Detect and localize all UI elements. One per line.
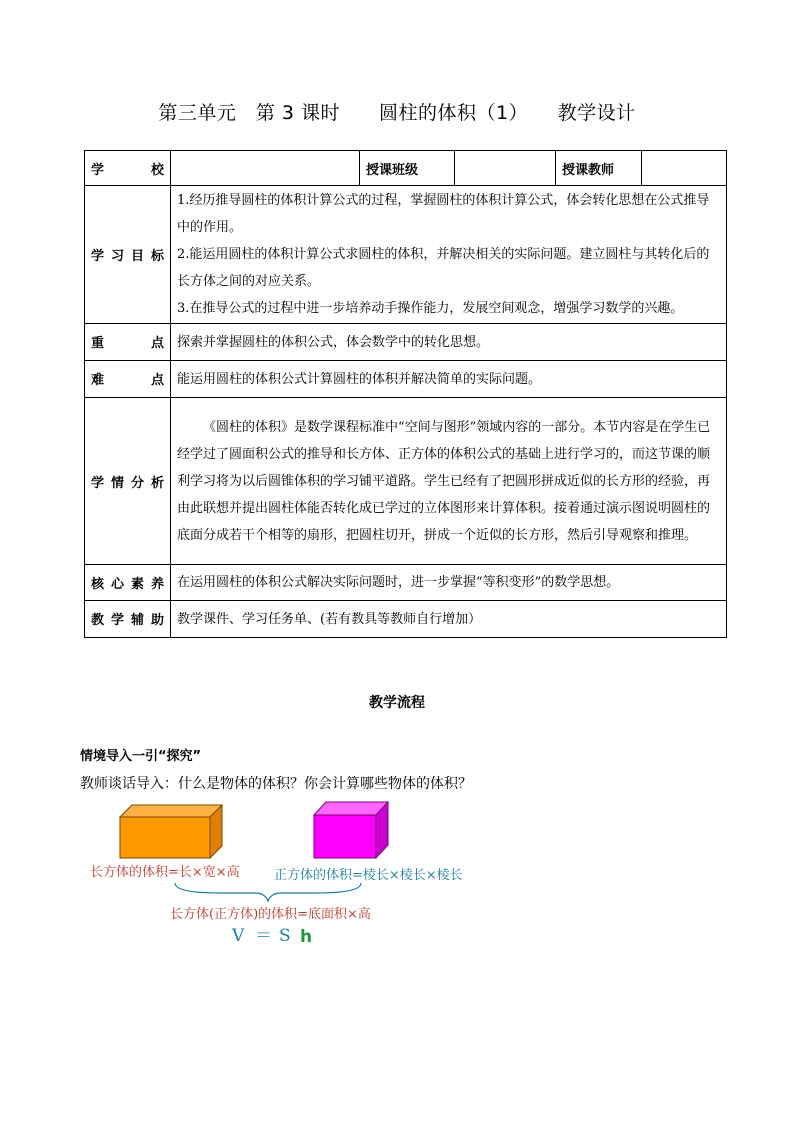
aids-label: 教学辅助 [85, 601, 171, 638]
analysis-label: 学情分析 [85, 398, 171, 565]
school-label: 学 校 [85, 151, 171, 186]
goals-row [85, 186, 727, 324]
combined-formula: 长方体(正方体)的体积=底面积×高 [170, 907, 371, 922]
analysis-value: 《圆柱的体积》是数学课程标准中“空间与图形”领域内容的一部分。本节内容是在学生已经学过了圆面积公式的推导和长方体、正方体的体积公式的基础上进行学习的，而这节课的顺利学习将为以后圆锥体积的学习铺平道路。学生已经有了把圆形拼成近似的长方形的经验，再由此联想并提出圆柱体能否转化成已学过的立体图形来计算体积。接着通过演示图说明圆柱的底面分成若干个相等的扇形，把圆柱切开，拼成一个近似的长方形，然后引导观察和推理。 [171, 398, 727, 565]
difficulty-label: 难 点 [85, 361, 171, 398]
analysis-row [85, 398, 727, 565]
volume-figure [80, 800, 500, 950]
teacher-label: 授课教师 [556, 151, 642, 186]
goal-item-3: 3.在推导公式的过程中进一步培养动手操作能力，发展空间观念，增强学习数学的兴趣。 [177, 301, 684, 316]
aids-row [85, 601, 727, 638]
difficulty-row [85, 361, 727, 398]
goals-label: 学习目标 [85, 186, 171, 324]
cuboid-formula: 长方体的体积=长×宽×高 [90, 865, 240, 880]
cube-shape [314, 802, 388, 858]
school-row [85, 151, 727, 186]
section-heading: 情境导入一引“探究” [80, 749, 202, 764]
brace-connector [175, 883, 361, 901]
key-value: 探索并掌握圆柱的体积公式，体会数学中的转化思想。 [171, 324, 727, 361]
difficulty-value: 能运用圆柱的体积公式计算圆柱的体积并解决简单的实际问题。 [171, 361, 727, 398]
key-label: 重 点 [85, 324, 171, 361]
formula-equals: ＝ [255, 926, 272, 946]
key-row [85, 324, 727, 361]
formula-v: V [232, 926, 245, 946]
teacher-value [642, 151, 727, 186]
aids-value: 教学课件、学习任务单、(若有教具等教师自行增加） [171, 601, 727, 638]
page-title: 第三单元 第 3 课时 圆柱的体积（1） 教学设计 [158, 102, 636, 124]
formula-h: h [300, 927, 313, 947]
formula-s: S [279, 926, 291, 946]
goal-item-1: 1.经历推导圆柱的体积计算公式的过程，掌握圆柱的体积计算公式，体会转化思想在公式推导中的作用。 [177, 193, 710, 235]
cuboid-shape [120, 805, 222, 858]
class-value [455, 151, 556, 186]
goals-cell [171, 186, 727, 324]
core-value: 在运用圆柱的体积公式解决实际问题时，进一步掌握“等积变形”的数学思想。 [171, 565, 727, 601]
core-label: 核心素养 [85, 565, 171, 601]
goal-item-2: 2.能运用圆柱的体积计算公式求圆柱的体积，并解决相关的实际问题。建立圆柱与其转化后的长方体之间的对应关系。 [177, 247, 710, 289]
lesson-info-table [84, 150, 727, 638]
cube-formula: 正方体的体积=棱长×棱长×棱长 [274, 868, 463, 883]
flow-title: 教学流程 [369, 695, 425, 711]
class-label: 授课班级 [360, 151, 455, 186]
school-value [171, 151, 360, 186]
core-row [85, 565, 727, 601]
intro-text: 教师谈话导入：什么是物体的体积？你会计算哪些物体的体积？ [80, 776, 472, 792]
